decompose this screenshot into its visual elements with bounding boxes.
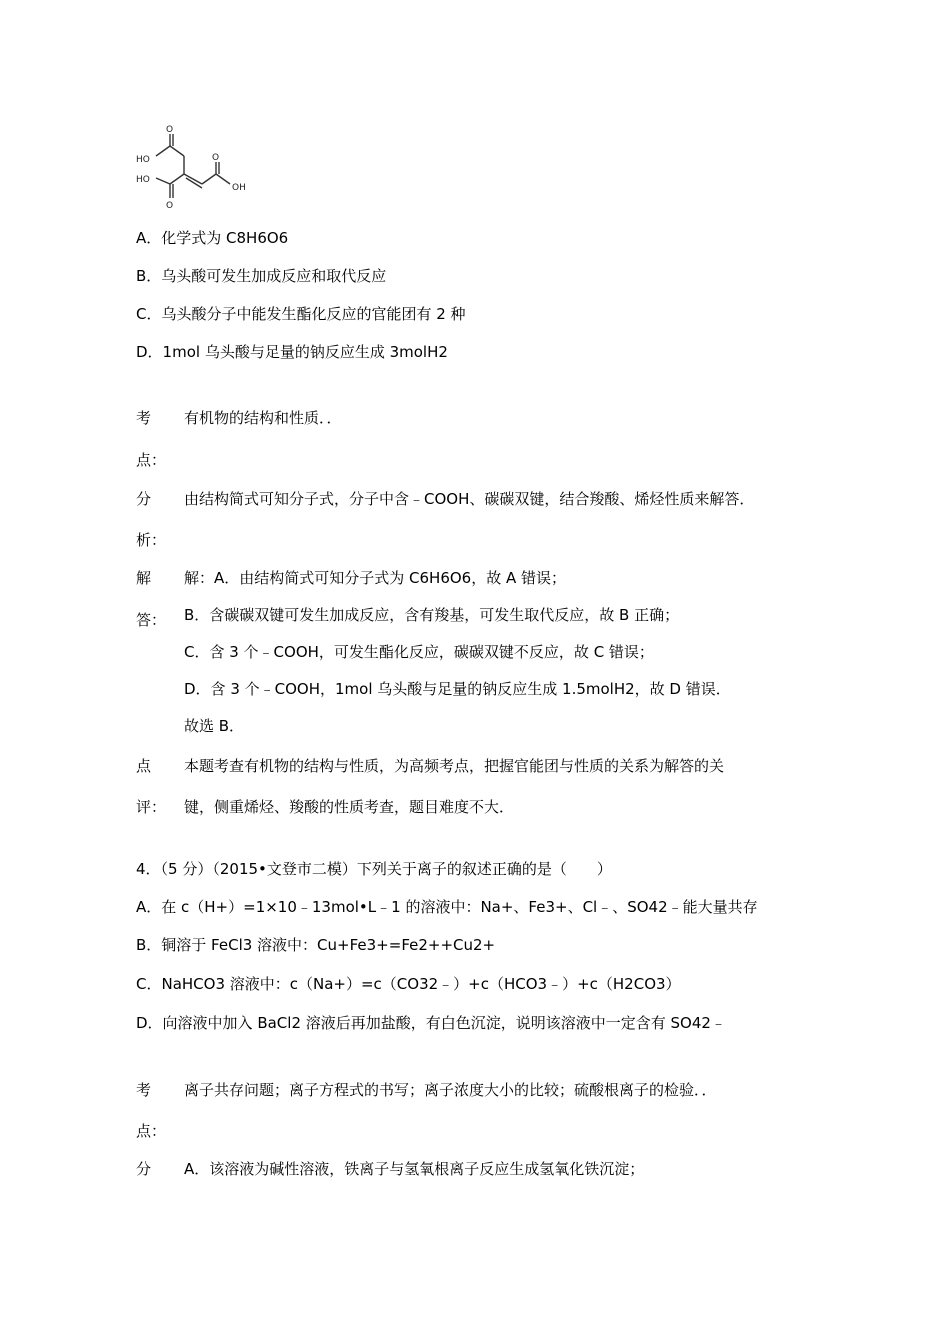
structure-o-bottom: O — [166, 201, 174, 211]
q3-fenxi-label-1: 分 — [136, 490, 152, 508]
structure-ho-top: HO — [136, 155, 150, 165]
structure-o-right: O — [212, 153, 220, 163]
q4-kaodian: 离子共存问题；离子方程式的书写；离子浓度大小的比较；硫酸根离子的检验．． — [184, 1081, 717, 1099]
q3-fenxi: 由结构简式可知分子式，分子中含﹣COOH、碳碳双键，结合羧酸、烯烃性质来解答． — [184, 490, 755, 508]
q3-option-c: C．乌头酸分子中能发生酯化反应的官能团有 2 种 — [136, 305, 466, 323]
q3-dianping-label-2: 评： — [136, 798, 167, 816]
q3-kaodian-label-2: 点： — [136, 451, 167, 469]
q3-kaodian: 有机物的结构和性质．． — [184, 409, 342, 427]
structure-oh-right: OH — [232, 183, 246, 193]
q3-option-d: D．1mol 乌头酸与足量的钠反应生成 3molH2 — [136, 343, 448, 361]
structure-ho-mid: HO — [136, 175, 150, 185]
q4-fenxi-label-1: 分 — [136, 1160, 152, 1178]
q3-jieda-line-2: B．含碳碳双键可发生加成反应，含有羧基，可发生取代反应，故 B 正确； — [184, 606, 680, 624]
q4-option-b: B．铜溶于 FeCl3 溶液中：Cu+Fe3+=Fe2++Cu2+ — [136, 936, 496, 954]
q4-option-c: C．NaHCO3 溶液中：c（Na+）=c（CO32﹣）+c（HCO3﹣）+c（H2CO3） — [136, 975, 681, 993]
aconitic-acid-structure — [132, 122, 262, 222]
q3-option-b: B．乌头酸可发生加成反应和取代反应 — [136, 267, 387, 285]
q4-fenxi: A．该溶液为碱性溶液，铁离子与氢氧根离子反应生成氢氧化铁沉淀； — [184, 1160, 645, 1178]
q3-jieda-line-1: 解：A．由结构简式可知分子式为 C6H6O6，故 A 错误； — [184, 569, 567, 587]
q3-fenxi-label-2: 析： — [136, 531, 167, 549]
q4-option-d: D．向溶液中加入 BaCl2 溶液后再加盐酸，有白色沉淀，说明该溶液中一定含有 SO42﹣ — [136, 1014, 726, 1032]
q3-kaodian-label-1: 考 — [136, 409, 152, 427]
q3-jieda-line-5: 故选 B． — [184, 717, 245, 735]
q4-option-a: A．在 c（H+）=1×10﹣13mol•L﹣1 的溶液中：Na+、Fe3+、Cl﹣、SO42﹣能大量共存 — [136, 898, 758, 916]
q3-jieda-label-2: 答： — [136, 611, 167, 629]
q3-jieda-line-4: D．含 3 个﹣COOH，1mol 乌头酸与足量的钠反应生成 1.5molH2，故 D 错误． — [184, 680, 731, 698]
q3-dianping-line-1: 本题考查有机物的结构与性质，为高频考点，把握官能团与性质的关系为解答的关 — [184, 757, 725, 775]
q3-dianping-label-1: 点 — [136, 757, 152, 775]
structure-o-top: O — [166, 125, 174, 135]
q4-kaodian-label-1: 考 — [136, 1081, 152, 1099]
q3-jieda-line-3: C．含 3 个﹣COOH，可发生酯化反应，碳碳双键不反应，故 C 错误； — [184, 643, 654, 661]
q4-kaodian-label-2: 点： — [136, 1122, 167, 1140]
q3-dianping-line-2: 键，侧重烯烃、羧酸的性质考查，题目难度不大． — [184, 798, 515, 816]
q3-option-a: A．化学式为 C8H6O6 — [136, 229, 289, 247]
q3-jieda-label-1: 解 — [136, 569, 152, 587]
q4-stem: 4．（5 分）（2015•文登市二模）下列关于离子的叙述正确的是（ ） — [136, 860, 612, 878]
